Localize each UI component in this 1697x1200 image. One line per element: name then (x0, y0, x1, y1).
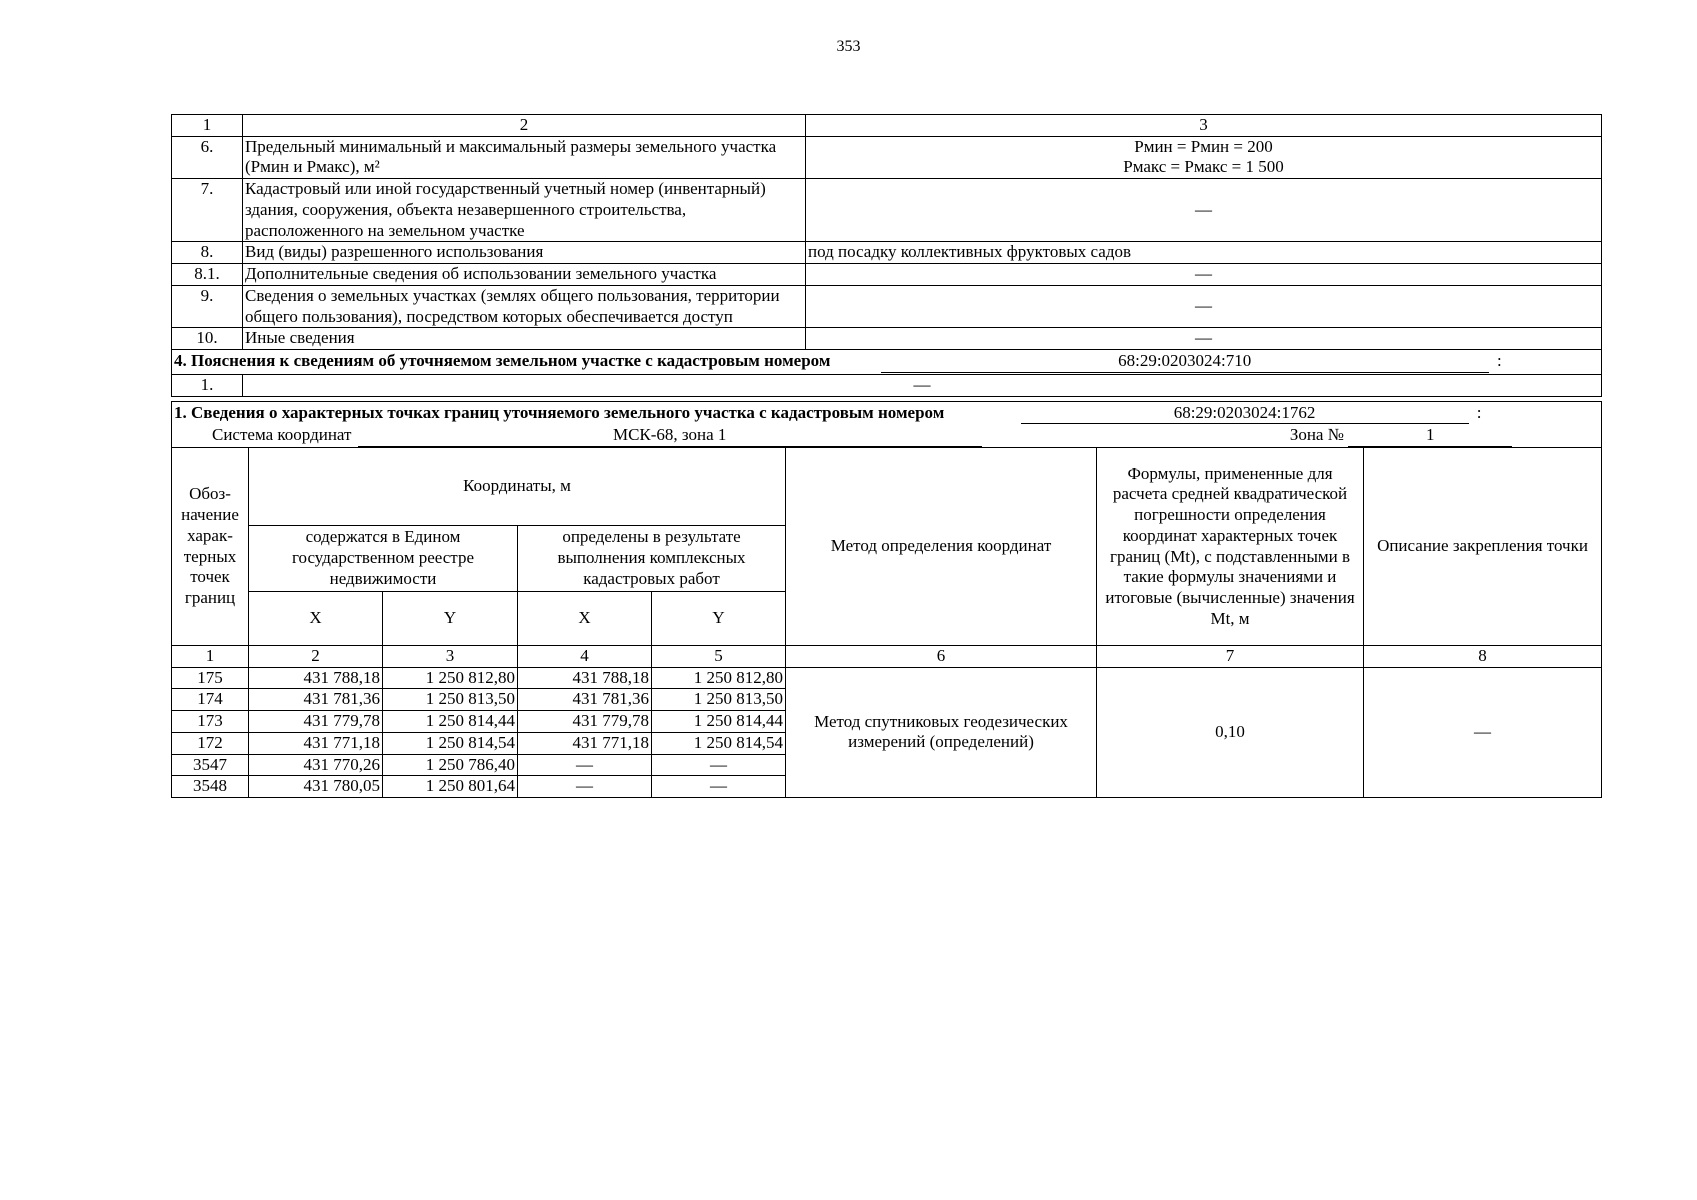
coord-x-kkr: 431 779,78 (518, 711, 652, 733)
coord-y-kkr: — (652, 754, 786, 776)
column-number: 3 (383, 646, 518, 668)
table-row (172, 285, 1602, 327)
coordinate-system-label: Система координат (212, 425, 352, 445)
coord-y-egrn: 1 250 812,80 (383, 667, 518, 689)
column-number: 7 (1097, 646, 1364, 668)
column-number: 5 (652, 646, 786, 668)
section-1-colon: : (1476, 402, 1482, 422)
coord-y-egrn: 1 250 786,40 (383, 754, 518, 776)
section-4-title: 4. Пояснения к сведениям об уточняемом земельном участке с кадастровым номером (174, 351, 831, 371)
column-number: 4 (518, 646, 652, 668)
section-1-heading-row (172, 401, 1602, 425)
row-number: 8. (172, 242, 243, 264)
row-value: — (243, 374, 1602, 396)
row-value: — (806, 285, 1602, 327)
coord-y-kkr: 1 250 813,50 (652, 689, 786, 711)
point-id: 175 (172, 667, 249, 689)
row-number: 9. (172, 285, 243, 327)
row-value: — (806, 179, 1602, 242)
coord-y-kkr: 1 250 814,54 (652, 732, 786, 754)
y-header: Y (652, 592, 786, 646)
column-number: 2 (249, 646, 383, 668)
coord-y-kkr: 1 250 812,80 (652, 667, 786, 689)
coord-x-egrn: 431 788,18 (249, 667, 383, 689)
point-id: 174 (172, 689, 249, 711)
point-id: 172 (172, 732, 249, 754)
coord-x-kkr: 431 781,36 (518, 689, 652, 711)
x-header: X (518, 592, 652, 646)
table-row (172, 328, 1602, 350)
coordinate-system-value: МСК-68, зона 1 (358, 425, 982, 447)
coord-x-egrn: 431 771,18 (249, 732, 383, 754)
coord-y-kkr: 1 250 814,44 (652, 711, 786, 733)
section-1-title: 1. Сведения о характерных точках границ уточняемого земельного участка с кадастровым номером (174, 402, 945, 422)
coord-x-kkr: 431 771,18 (518, 732, 652, 754)
row-number: 7. (172, 179, 243, 242)
value-line: Рмакс = Рмакс = 1 500 (1123, 157, 1284, 177)
column-numbers-row (172, 646, 1602, 668)
zone-label: Зона № (1289, 425, 1344, 445)
coord-y-egrn: 1 250 814,44 (383, 711, 518, 733)
kkr-header: определены в результате выполнения комплексных кадастровых работ (518, 526, 786, 592)
column-number: 1 (172, 646, 249, 668)
cadastral-document (171, 114, 1601, 798)
point-id: 173 (172, 711, 249, 733)
row-value: под посадку коллективных фруктовых садов (806, 242, 1602, 264)
column-number: 3 (806, 115, 1602, 137)
land-plot-attributes-table (171, 114, 1602, 447)
coord-x-kkr: 431 788,18 (518, 667, 652, 689)
section-1-cadastral-number: 68:29:0203024:1762 (1021, 403, 1469, 425)
table-row (172, 136, 1602, 178)
boundary-points-table (171, 447, 1602, 798)
row-number: 8.1. (172, 264, 243, 286)
table-row (172, 264, 1602, 286)
egrn-header: содержатся в Едином государственном реестре недвижимости (249, 526, 518, 592)
header-row (172, 448, 1602, 526)
coord-y-egrn: 1 250 814,54 (383, 732, 518, 754)
row-value: — (806, 328, 1602, 350)
coord-y-egrn: 1 250 813,50 (383, 689, 518, 711)
column-number: 6 (786, 646, 1097, 668)
point-id: 3548 (172, 776, 249, 798)
row-value: — (806, 264, 1602, 286)
row-number: 6. (172, 136, 243, 178)
column-number: 8 (1364, 646, 1602, 668)
description-value: — (1364, 667, 1602, 797)
row-label: Сведения о земельных участках (землях общего пользования, территории общего пользования), посредством которых обеспечивается доступ (243, 285, 806, 327)
row-label: Предельный минимальный и максимальный размеры земельного участка (Рмин и Рмакс), м² (243, 136, 806, 178)
coord-x-kkr: — (518, 776, 652, 798)
value-line: Рмин = Рмин = 200 (1134, 136, 1273, 156)
formula-value: 0,10 (1097, 667, 1364, 797)
row-label: Иные сведения (243, 328, 806, 350)
section-4-colon: : (1496, 351, 1502, 371)
table-header-row (172, 115, 1602, 137)
table-row (172, 242, 1602, 264)
row-value (806, 136, 1602, 178)
section-4-cadastral-number: 68:29:0203024:710 (881, 351, 1489, 373)
coord-x-kkr: — (518, 754, 652, 776)
coord-y-kkr: — (652, 776, 786, 798)
coord-y-egrn: 1 250 801,64 (383, 776, 518, 798)
coordinates-header: Координаты, м (249, 448, 786, 526)
formulas-header: Формулы, примененные для расчета средней квадратической погрешности определения координат характерных точек границ (Mt), с подставленными в такие формулы значениями и итоговые (вычисленные) значения Mt, м (1097, 448, 1364, 646)
coordinate-system-row (172, 425, 1602, 447)
coord-x-egrn: 431 780,05 (249, 776, 383, 798)
point-id: 3547 (172, 754, 249, 776)
section-4-row (172, 374, 1602, 396)
y-header: Y (383, 592, 518, 646)
column-number: 1 (172, 115, 243, 137)
designation-header: Обоз-начение харак-терных точек границ (172, 448, 249, 646)
row-number: 10. (172, 328, 243, 350)
row-label: Дополнительные сведения об использовании земельного участка (243, 264, 806, 286)
table-row (172, 667, 1602, 689)
table-row (172, 179, 1602, 242)
method-value: Метод спутниковых геодезических измерений (определений) (786, 667, 1097, 797)
page-number: 353 (836, 38, 861, 55)
method-header: Метод определения координат (786, 448, 1097, 646)
row-label: Кадастровый или иной государственный учетный номер (инвентарный) здания, сооружения, объекта незавершенного строительства, расположенного на земельном участке (243, 179, 806, 242)
column-number: 2 (243, 115, 806, 137)
coord-x-egrn: 431 779,78 (249, 711, 383, 733)
row-label: Вид (виды) разрешенного использования (243, 242, 806, 264)
description-header: Описание закрепления точки (1364, 448, 1602, 646)
row-number: 1. (172, 374, 243, 396)
coord-x-egrn: 431 770,26 (249, 754, 383, 776)
zone-value: 1 (1348, 425, 1512, 447)
coord-x-egrn: 431 781,36 (249, 689, 383, 711)
section-4-heading-row (172, 350, 1602, 375)
x-header: X (249, 592, 383, 646)
